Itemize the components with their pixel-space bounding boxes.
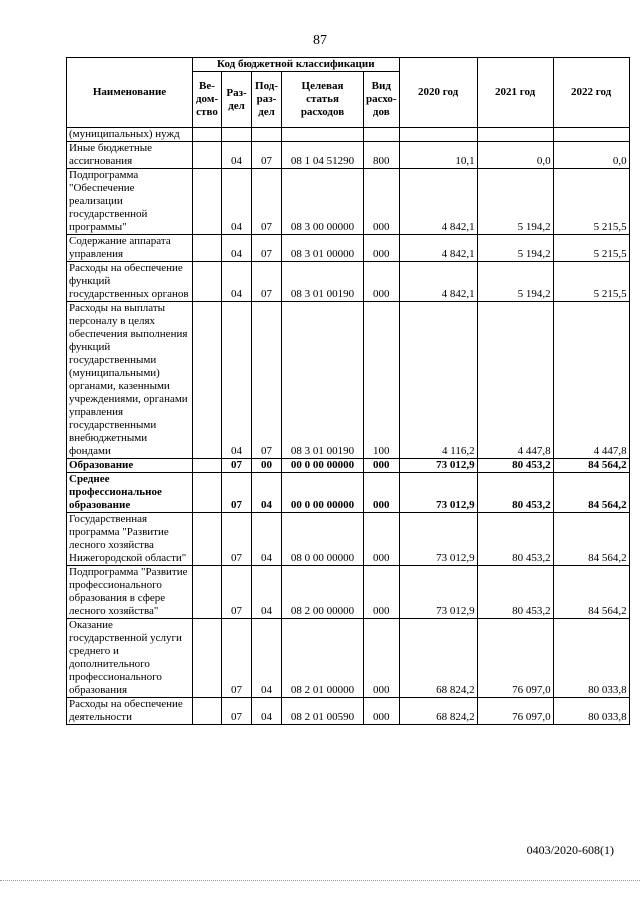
row-department bbox=[193, 128, 222, 142]
header-2022: 2022 год bbox=[553, 58, 629, 128]
header-classification-code: Код бюджетной классификации bbox=[193, 58, 400, 72]
row-expense-type: 000 bbox=[364, 513, 400, 566]
row-department bbox=[193, 473, 222, 513]
row-section: 07 bbox=[222, 566, 252, 619]
table-row bbox=[67, 459, 630, 473]
row-target-article: 08 1 04 51290 bbox=[282, 142, 364, 169]
row-expense-type: 000 bbox=[364, 235, 400, 262]
row-section: 04 bbox=[222, 262, 252, 302]
header-department: Ве-дом-ство bbox=[193, 72, 222, 128]
row-value-2021: 80 453,2 bbox=[477, 566, 553, 619]
row-target-article: 00 0 00 00000 bbox=[282, 473, 364, 513]
page-number: 87 bbox=[313, 33, 327, 48]
row-target-article bbox=[282, 128, 364, 142]
row-expense-type: 000 bbox=[364, 619, 400, 698]
row-name: Расходы на выплаты персоналу в целях обеспечения выполнения функций государственными (муниципальными) органами, казенными учреждениями, органами управления государственными внебюджетными фондами bbox=[67, 302, 193, 459]
row-value-2020: 73 012,9 bbox=[399, 473, 477, 513]
row-expense-type bbox=[364, 128, 400, 142]
table-row bbox=[67, 169, 630, 235]
table-row bbox=[67, 513, 630, 566]
row-target-article: 08 0 00 00000 bbox=[282, 513, 364, 566]
row-name: Расходы на обеспечение функций государственных органов bbox=[67, 262, 193, 302]
table-row bbox=[67, 566, 630, 619]
row-value-2020: 73 012,9 bbox=[399, 566, 477, 619]
row-value-2020: 68 824,2 bbox=[399, 619, 477, 698]
row-value-2020 bbox=[399, 128, 477, 142]
row-subsection: 04 bbox=[252, 473, 282, 513]
document-code: 0403/2020-608(1) bbox=[526, 843, 614, 857]
row-value-2022: 5 215,5 bbox=[553, 235, 629, 262]
row-value-2021 bbox=[477, 128, 553, 142]
row-value-2021: 80 453,2 bbox=[477, 473, 553, 513]
row-department bbox=[193, 698, 222, 725]
row-value-2020: 4 842,1 bbox=[399, 262, 477, 302]
table-row bbox=[67, 302, 630, 459]
row-name: Расходы на обеспечение деятельности bbox=[67, 698, 193, 725]
table-row bbox=[67, 262, 630, 302]
row-subsection: 04 bbox=[252, 619, 282, 698]
row-section: 04 bbox=[222, 302, 252, 459]
row-section: 04 bbox=[222, 235, 252, 262]
header-2020: 2020 год bbox=[399, 58, 477, 128]
row-value-2022 bbox=[553, 128, 629, 142]
row-section: 07 bbox=[222, 698, 252, 725]
row-value-2020: 68 824,2 bbox=[399, 698, 477, 725]
table-row bbox=[67, 235, 630, 262]
row-expense-type: 000 bbox=[364, 262, 400, 302]
row-value-2022: 80 033,8 bbox=[553, 619, 629, 698]
row-target-article: 08 3 01 00190 bbox=[282, 262, 364, 302]
row-subsection: 00 bbox=[252, 459, 282, 473]
row-value-2020: 10,1 bbox=[399, 142, 477, 169]
row-subsection: 04 bbox=[252, 513, 282, 566]
row-value-2020: 73 012,9 bbox=[399, 459, 477, 473]
row-department bbox=[193, 169, 222, 235]
row-expense-type: 000 bbox=[364, 473, 400, 513]
row-name: Образование bbox=[67, 459, 193, 473]
row-target-article: 08 3 01 00000 bbox=[282, 235, 364, 262]
row-value-2022: 80 033,8 bbox=[553, 698, 629, 725]
row-value-2021: 76 097,0 bbox=[477, 619, 553, 698]
row-value-2020: 4 842,1 bbox=[399, 235, 477, 262]
table-row bbox=[67, 142, 630, 169]
row-value-2020: 4 842,1 bbox=[399, 169, 477, 235]
row-value-2022: 4 447,8 bbox=[553, 302, 629, 459]
row-department bbox=[193, 513, 222, 566]
row-section bbox=[222, 128, 252, 142]
row-value-2020: 73 012,9 bbox=[399, 513, 477, 566]
row-value-2022: 84 564,2 bbox=[553, 459, 629, 473]
row-department bbox=[193, 459, 222, 473]
row-department bbox=[193, 262, 222, 302]
row-expense-type: 800 bbox=[364, 142, 400, 169]
header-expense-type: Вид расхо-дов bbox=[364, 72, 400, 128]
row-subsection: 07 bbox=[252, 235, 282, 262]
row-subsection: 07 bbox=[252, 262, 282, 302]
row-value-2021: 4 447,8 bbox=[477, 302, 553, 459]
row-name: Подпрограмма "Развитие профессионального образования в сфере лесного хозяйства" bbox=[67, 566, 193, 619]
row-expense-type: 000 bbox=[364, 459, 400, 473]
row-value-2021: 5 194,2 bbox=[477, 169, 553, 235]
row-subsection bbox=[252, 128, 282, 142]
table-row bbox=[67, 473, 630, 513]
header-subsection: Под-раз-дел bbox=[252, 72, 282, 128]
row-name: Государственная программа "Развитие лесного хозяйства Нижегородской области" bbox=[67, 513, 193, 566]
table-row bbox=[67, 698, 630, 725]
row-department bbox=[193, 619, 222, 698]
row-value-2021: 5 194,2 bbox=[477, 262, 553, 302]
row-name: Подпрограмма "Обеспечение реализации государственной программы" bbox=[67, 169, 193, 235]
footer-dotted-line bbox=[0, 880, 640, 885]
row-expense-type: 100 bbox=[364, 302, 400, 459]
row-target-article: 08 3 00 00000 bbox=[282, 169, 364, 235]
header-name: Наименование bbox=[67, 58, 193, 128]
row-value-2022: 5 215,5 bbox=[553, 262, 629, 302]
row-section: 07 bbox=[222, 459, 252, 473]
row-section: 04 bbox=[222, 169, 252, 235]
row-name: Иные бюджетные ассигнования bbox=[67, 142, 193, 169]
row-department bbox=[193, 235, 222, 262]
table-row bbox=[67, 128, 630, 142]
row-target-article: 00 0 00 00000 bbox=[282, 459, 364, 473]
row-value-2020: 4 116,2 bbox=[399, 302, 477, 459]
row-subsection: 04 bbox=[252, 698, 282, 725]
row-value-2021: 5 194,2 bbox=[477, 235, 553, 262]
row-value-2022: 5 215,5 bbox=[553, 169, 629, 235]
row-expense-type: 000 bbox=[364, 698, 400, 725]
row-department bbox=[193, 302, 222, 459]
row-department bbox=[193, 566, 222, 619]
row-section: 04 bbox=[222, 142, 252, 169]
row-subsection: 07 bbox=[252, 142, 282, 169]
row-section: 07 bbox=[222, 513, 252, 566]
row-target-article: 08 2 00 00000 bbox=[282, 566, 364, 619]
row-target-article: 08 2 01 00590 bbox=[282, 698, 364, 725]
row-subsection: 04 bbox=[252, 566, 282, 619]
header-section: Раз-дел bbox=[222, 72, 252, 128]
row-value-2022: 84 564,2 bbox=[553, 566, 629, 619]
row-subsection: 07 bbox=[252, 302, 282, 459]
header-2021: 2021 год bbox=[477, 58, 553, 128]
row-value-2021: 80 453,2 bbox=[477, 459, 553, 473]
row-name: Содержание аппарата управления bbox=[67, 235, 193, 262]
row-section: 07 bbox=[222, 619, 252, 698]
row-value-2022: 84 564,2 bbox=[553, 513, 629, 566]
row-section: 07 bbox=[222, 473, 252, 513]
row-expense-type: 000 bbox=[364, 566, 400, 619]
row-value-2022: 84 564,2 bbox=[553, 473, 629, 513]
row-value-2021: 76 097,0 bbox=[477, 698, 553, 725]
row-target-article: 08 2 01 00000 bbox=[282, 619, 364, 698]
row-department bbox=[193, 142, 222, 169]
table-row bbox=[67, 619, 630, 698]
header-target-article: Целевая статья расходов bbox=[282, 72, 364, 128]
row-name: Среднее профессиональное образование bbox=[67, 473, 193, 513]
row-subsection: 07 bbox=[252, 169, 282, 235]
budget-table bbox=[66, 57, 630, 725]
row-name: Оказание государственной услуги среднего и дополнительного профессионального образования bbox=[67, 619, 193, 698]
row-value-2021: 0,0 bbox=[477, 142, 553, 169]
row-value-2021: 80 453,2 bbox=[477, 513, 553, 566]
row-target-article: 08 3 01 00190 bbox=[282, 302, 364, 459]
row-name: (муниципальных) нужд bbox=[67, 128, 193, 142]
table-body bbox=[67, 128, 630, 725]
row-value-2022: 0,0 bbox=[553, 142, 629, 169]
row-expense-type: 000 bbox=[364, 169, 400, 235]
